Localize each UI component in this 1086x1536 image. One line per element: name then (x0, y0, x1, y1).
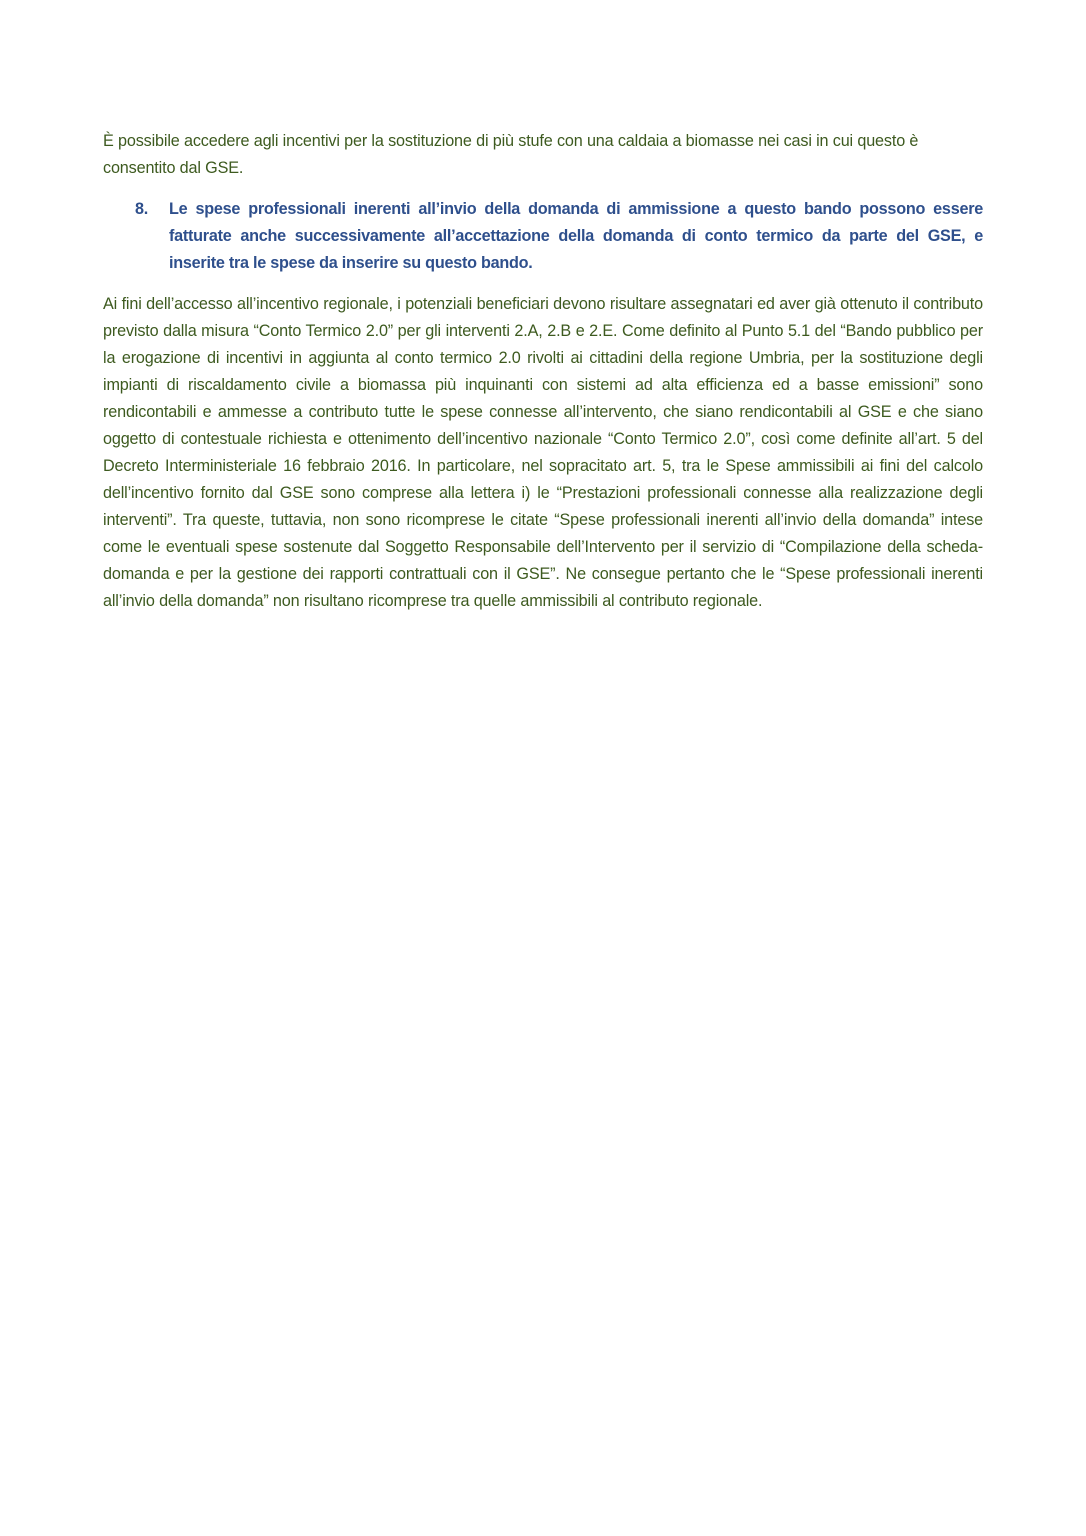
faq-question-item (103, 196, 983, 277)
intro-paragraph: È possibile accedere agli incentivi per la sostituzione di più stufe con una caldaia a biomasse nei casi in cui questo è consentito dal GSE. (103, 132, 919, 177)
document-page (103, 128, 983, 615)
question-text: Le spese professionali inerenti all’invio della domanda di ammissione a questo bando possono essere fatturate anche successivamente all’accettazione della domanda di conto termico da parte del GSE, e inserite tra le spese da inserire su questo bando. (169, 200, 983, 272)
question-number: 8. (135, 200, 149, 218)
answer-paragraph: Ai fini dell’accesso all’incentivo regionale, i potenziali beneficiari devono risultare assegnatari ed aver già ottenuto il contributo previsto dalla misura “Conto Termico 2.0” per gli interventi 2.A, 2.B e 2.E. Come definito al Punto 5.1 del “Bando pubblico per la erogazione di incentivi in aggiunta al conto termico 2.0 rivolti ai cittadini della regione Umbria, per la sostituzione degli impianti di riscaldamento civile a biomassa più inquinanti con sistemi ad alta efficienza ed a basse emissioni” sono rendicontabili e ammesse a contributo tutte le spese connesse all’intervento, che siano rendicontabili al GSE e che siano oggetto di contestuale richiesta e ottenimento dell’incentivo nazionale “Conto Termico 2.0”, così come definite all’art. 5 del Decreto Interministeriale 16 febbraio 2016. In particolare, nel sopracitato art. 5, tra le Spese ammissibili ai fini del calcolo dell’incentivo fornito dal GSE sono comprese alla lettera i) le “Prestazioni professionali connesse alla realizzazione degli interventi”. Tra queste, tuttavia, non sono ricomprese le citate “Spese professionali inerenti all’invio della domanda” intese come le eventuali spese sostenute dal Soggetto Responsabile dell’Intervento per il servizio di “Compilazione della scheda-domanda e per la gestione dei rapporti contrattuali con il GSE”. Ne consegue pertanto che le “Spese professionali inerenti all’invio della domanda” non risultano ricomprese tra quelle ammissibili al contributo regionale. (103, 295, 983, 610)
